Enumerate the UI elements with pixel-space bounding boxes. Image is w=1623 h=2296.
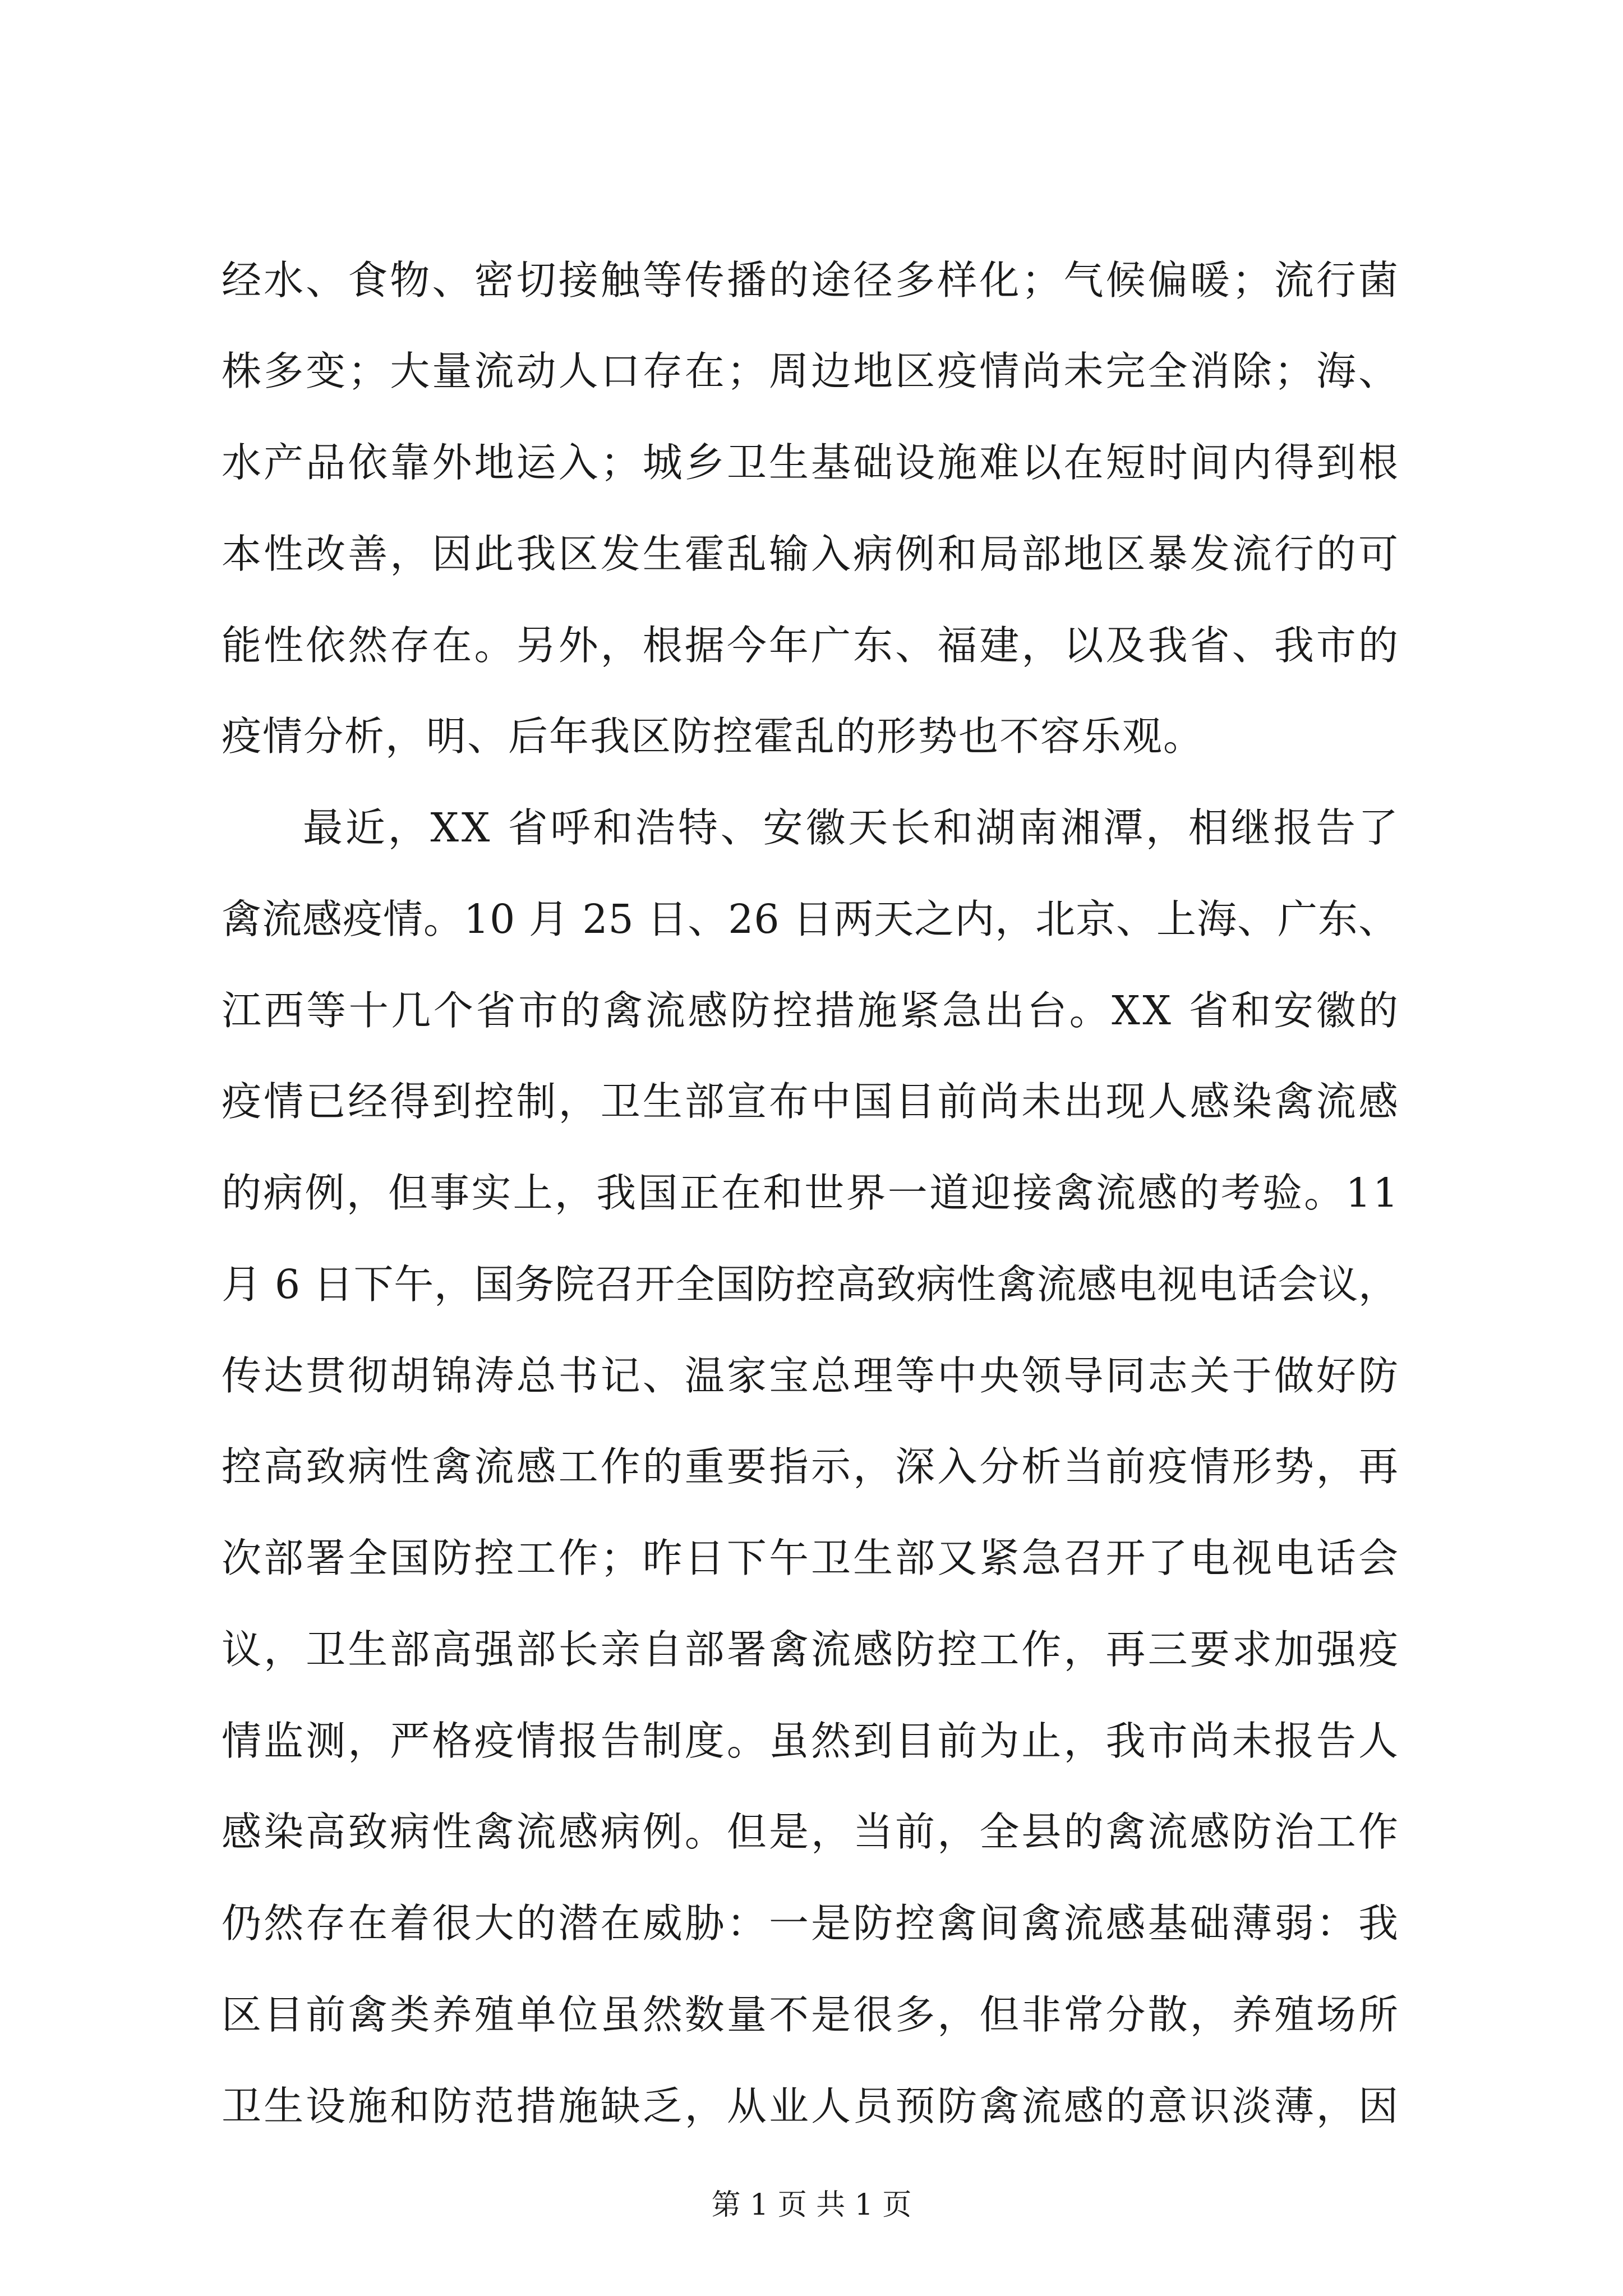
text-line: 株多变；大量流动人口存在；周边地区疫情尚未完全消除；海、: [222, 348, 1401, 394]
text-line: 仍然存在着很大的潜在威胁：一是防控禽间禽流感基础薄弱：我: [222, 1900, 1401, 1947]
text-line: 情监测，严格疫情报告制度。虽然到目前为止，我市尚未报告人: [222, 1718, 1401, 1764]
text-line: 本性改善，因此我区发生霍乱输入病例和局部地区暴发流行的可: [222, 531, 1401, 577]
text-line: 卫生设施和防范措施缺乏，从业人员预防禽流感的意识淡薄，因: [222, 2083, 1401, 2129]
text-line: 最近，XX 省呼和浩特、安徽天长和湖南湘潭，相继报告了: [303, 804, 1401, 851]
text-line: 疫情已经得到控制，卫生部宣布中国目前尚未出现人感染禽流感: [222, 1078, 1401, 1125]
text-line: 次部署全国防控工作；昨日下午卫生部又紧急召开了电视电话会: [222, 1535, 1401, 1581]
text-line: 控高致病性禽流感工作的重要指示，深入分析当前疫情形势，再: [222, 1443, 1401, 1490]
page-footer: 第 1 页 共 1 页: [711, 2188, 912, 2222]
text-line: 江西等十几个省市的禽流感防控措施紧急出台。XX 省和安徽的: [222, 987, 1401, 1034]
text-line: 区目前禽类养殖单位虽然数量不是很多，但非常分散，养殖场所: [222, 1991, 1401, 2038]
text-line: 传达贯彻胡锦涛总书记、温家宝总理等中央领导同志关于做好防: [222, 1352, 1401, 1399]
text-line: 感染高致病性禽流感病例。但是，当前，全县的禽流感防治工作: [222, 1809, 1401, 1855]
text-line: 的病例，但事实上，我国正在和世界一道迎接禽流感的考验。11: [222, 1170, 1400, 1216]
text-line: 议，卫生部高强部长亲自部署禽流感防控工作，再三要求加强疫: [222, 1626, 1401, 1673]
text-line: 经水、食物、密切接触等传播的途径多样化；气候偏暖；流行菌: [222, 257, 1401, 303]
text-line: 能性依然存在。另外，根据今年广东、福建，以及我省、我市的: [222, 622, 1401, 669]
text-line: 疫情分析，明、后年我区防控霍乱的形势也不容乐观。: [222, 713, 1205, 760]
text-line: 水产品依靠外地运入；城乡卫生基础设施难以在短时间内得到根: [222, 439, 1401, 486]
text-line: 月 6 日下午，国务院召开全国防控高致病性禽流感电视电话会议，: [222, 1261, 1399, 1308]
text-line: 禽流感疫情。10 月 25 日、26 日两天之内，北京、上海、广东、: [222, 896, 1399, 942]
